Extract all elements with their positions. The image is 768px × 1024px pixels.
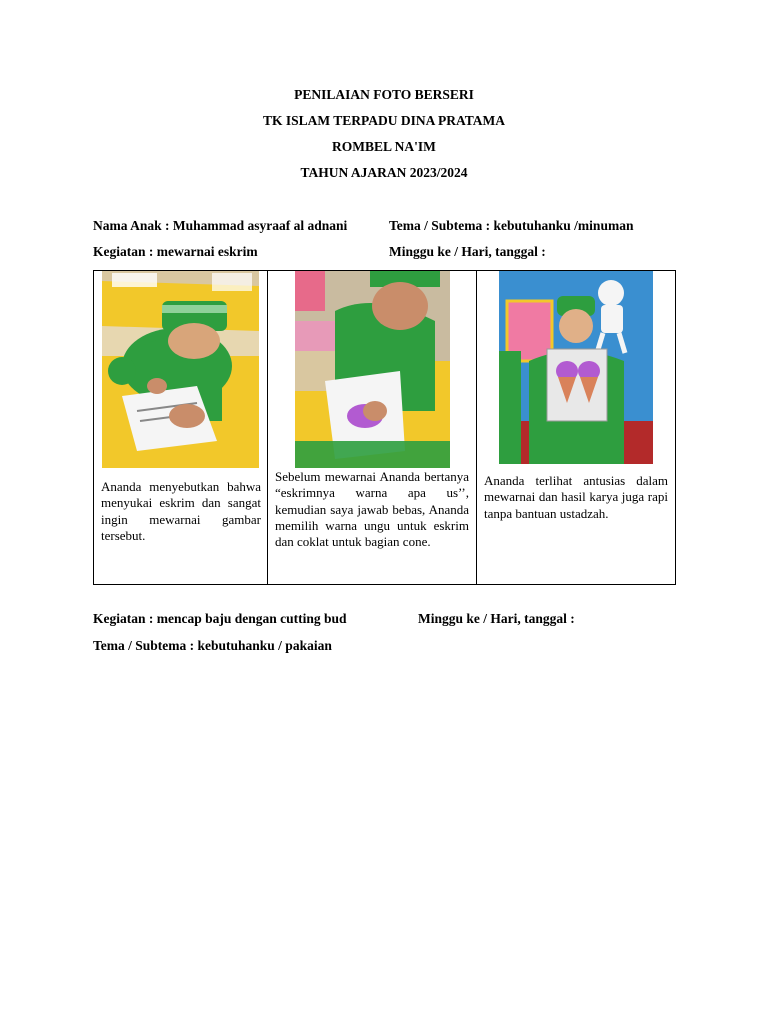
title-line-4: TAHUN AJARAN 2023/2024 <box>300 165 468 180</box>
info-row-activity <box>93 244 546 260</box>
child-name: Nama Anak : Muhammad asyraaf al adnani <box>93 218 348 233</box>
week-day-date: Minggu ke / Hari, tanggal : <box>389 244 546 259</box>
caption-2: Sebelum mewarnai Ananda bertanya “eskrimnya warna apa us’’, kemudian saya jawab bebas, Ananda memilih warna ungu untuk eskrim dan coklat untuk bagian cone. <box>275 469 469 550</box>
photo-cell-3 <box>477 271 676 585</box>
document-title <box>0 86 768 190</box>
info-row-theme-2 <box>93 638 332 654</box>
activity-2: Kegiatan : mencap baju dengan cutting bud <box>93 611 347 626</box>
info-row-name <box>93 218 634 234</box>
child-coloring-photo-1 <box>102 271 259 468</box>
title-line-1: PENILAIAN FOTO BERSERI <box>294 87 474 102</box>
title-line-3: ROMBEL NA'IM <box>332 139 436 154</box>
caption-1: Ananda menyebutkan bahwa menyukai eskrim dan sangat ingin mewarnai gambar tersebut. <box>101 479 261 543</box>
week-day-date-2: Minggu ke / Hari, tanggal : <box>418 611 575 626</box>
photo-cell-2 <box>268 271 477 585</box>
caption-3: Ananda terlihat antusias dalam mewarnai dan hasil karya juga rapi tanpa bantuan ustadzah. <box>484 473 668 521</box>
photo-cell-1 <box>94 271 268 585</box>
child-showing-artwork-photo <box>499 271 653 464</box>
title-line-2: TK ISLAM TERPADU DINA PRATAMA <box>262 113 505 128</box>
photo-series-table <box>93 270 676 585</box>
theme-subtheme: Tema / Subtema : kebutuhanku /minuman <box>389 218 634 233</box>
theme-subtheme-2: Tema / Subtema : kebutuhanku / pakaian <box>93 638 332 653</box>
activity: Kegiatan : mewarnai eskrim <box>93 244 258 259</box>
info-row-activity-2 <box>93 611 575 627</box>
child-coloring-photo-2 <box>295 271 450 468</box>
